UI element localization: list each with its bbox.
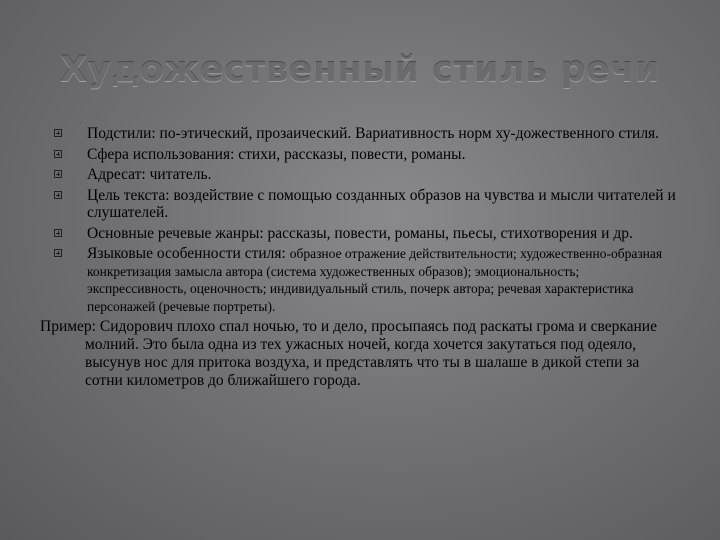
bullet-text: Цель текста: воздействие с помощью созданных образов на чувства и мысли читателей и слушателей. — [87, 186, 676, 221]
bullet-text: Сфера использования: стихи, рассказы, повести, романы. — [87, 145, 466, 163]
square-bullet-icon — [54, 249, 62, 257]
square-bullet-icon — [54, 170, 62, 178]
square-bullet-icon — [54, 191, 62, 199]
square-bullet-icon — [54, 129, 62, 137]
example-paragraph: Пример: Сидорович плохо спал ночью, то и дело, просыпаясь под раскаты грома и сверкание молний. Это была одна из тех ужасных ночей, когда хочется закутаться под одеяло, высунув нос для притока воздуха, и представлять что ты в шалаше в дикой степи за сотни километров до ближайшего города. — [40, 318, 657, 389]
square-bullet-icon — [54, 150, 62, 158]
slide-title: Художественный стиль речи — [60, 50, 660, 90]
bullet-item-language-features — [52, 245, 677, 315]
bullet-text: Подстили: по-этический, прозаический. Вариативность норм ху-дожественного стиля. — [87, 125, 660, 142]
bullet-text: Адресат: читатель. — [87, 166, 212, 183]
bullet-item-goal — [52, 187, 677, 222]
bullet-text: Основные речевые жанры: рассказы, повести, романы, пьесы, стихотворения и др. — [87, 224, 633, 242]
bullet-item-substyles — [52, 125, 677, 143]
slide-content — [40, 125, 677, 390]
bullet-item-genres — [52, 225, 677, 243]
features-lead: Языковые особенности стиля: — [87, 245, 286, 262]
bullet-item-sphere — [52, 146, 677, 164]
features-detail: образное отражение действительности; художественно-образная конкретизация замысла автора (система художественных образов); эмоциональность; экспрессивность, оценочность; индивидуальный стиль, почерк автора; речевая характеристика персонажей (речевые портреты). — [87, 246, 663, 314]
square-bullet-icon — [54, 229, 62, 237]
bullet-item-addressee — [52, 166, 677, 184]
